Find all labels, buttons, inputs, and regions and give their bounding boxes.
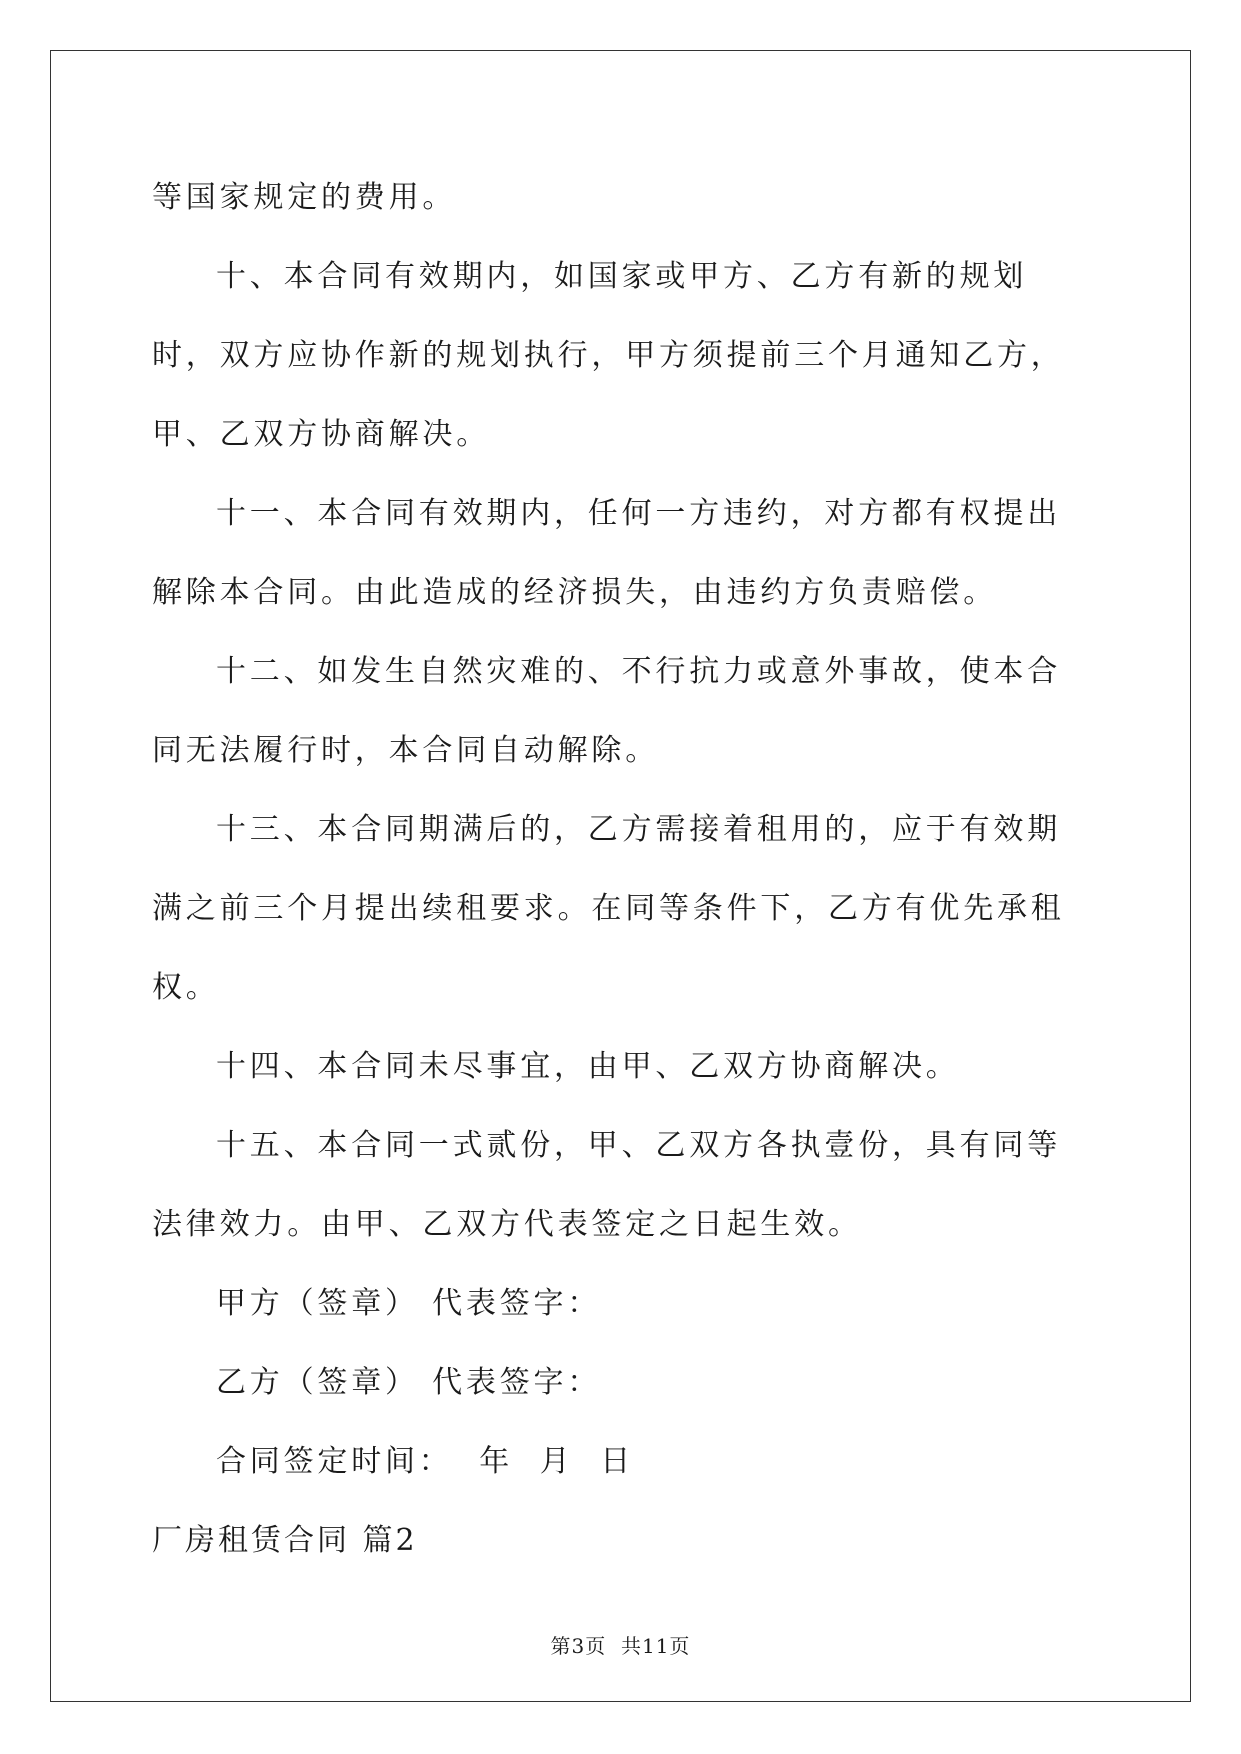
clause-14: 十四、本合同未尽事宜，由甲、乙双方协商解决。: [216, 1049, 960, 1084]
clause-10: 十、本合同有效期内，如国家或甲方、乙方有新的规划时，双方应协作新的规划执行，甲方须提前三个月通知乙方，甲、乙双方协商解决。: [152, 259, 1065, 452]
clause-15: 十五、本合同一式贰份，甲、乙双方各执壹份，具有同等法律效力。由甲、乙双方代表签定之日起生效。: [152, 1128, 1061, 1242]
clause-11: 十一、本合同有效期内，任何一方违约，对方都有权提出解除本合同。由此造成的经济损失，由违约方负责赔偿。: [152, 496, 1061, 610]
clause-12: 十二、如发生自然灾难的、不行抗力或意外事故，使本合同无法履行时，本合同自动解除。: [152, 654, 1061, 768]
party-b-signature-line: 乙方（签章） 代表签字：: [216, 1365, 602, 1400]
next-section-title: 厂房租赁合同 篇2: [152, 1523, 418, 1558]
clause-13: 十三、本合同期满后的，乙方需接着租用的，应于有效期满之前三个月提出续租要求。在同等条件下，乙方有优先承租权。: [152, 812, 1065, 1005]
document-body: [152, 158, 1087, 1580]
page-number-footer: 第3页 共11页: [550, 1634, 691, 1658]
party-a-signature-line: 甲方（签章） 代表签字：: [216, 1286, 602, 1321]
paragraph-continuation: 等国家规定的费用。: [152, 180, 457, 215]
signing-date-line: 合同签定时间： 年 月 日: [216, 1444, 635, 1479]
